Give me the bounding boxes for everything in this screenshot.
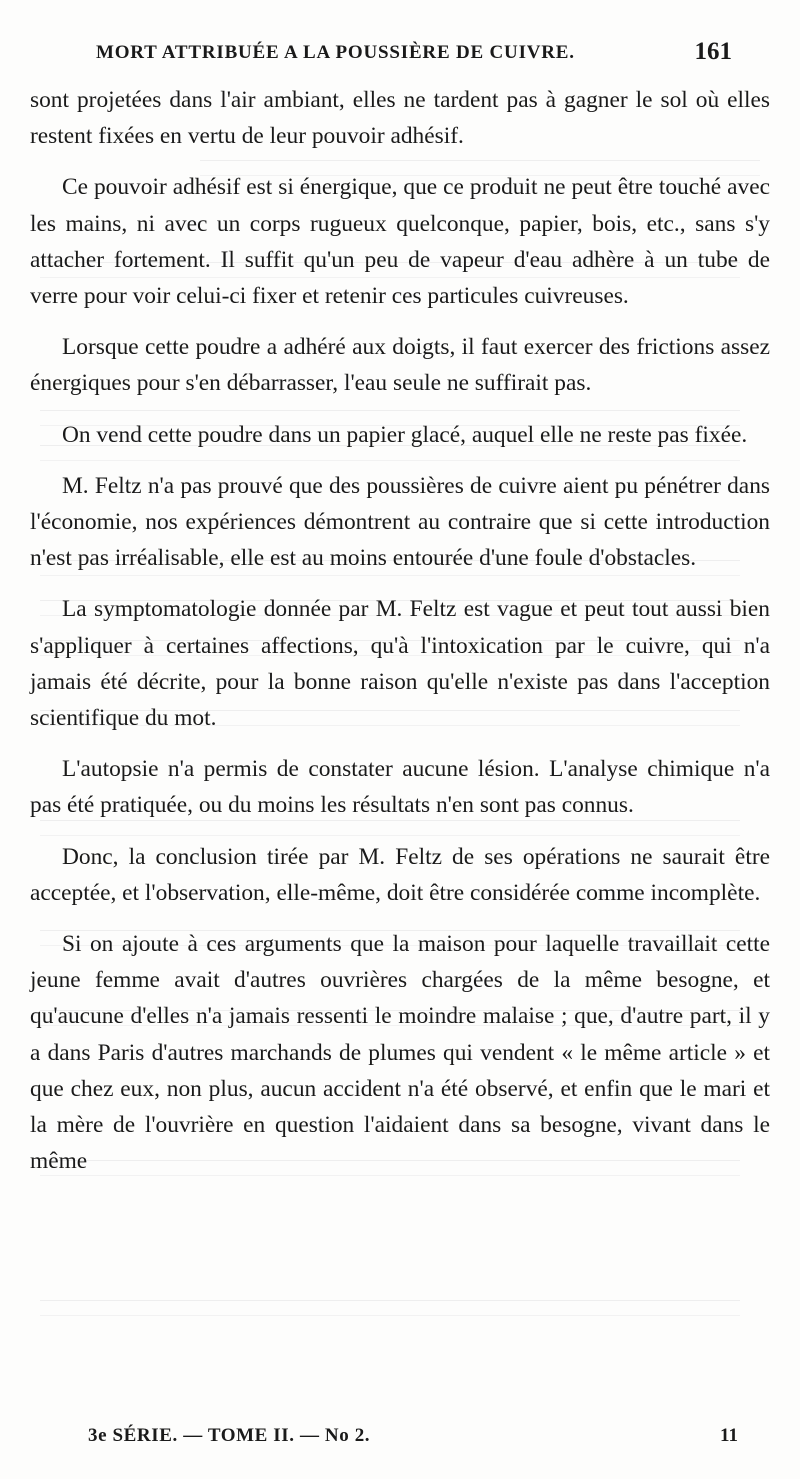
paragraph-adhesive-power: Ce pouvoir adhésif est si énergique, que ce produit ne peut être touché avec les mains, ni avec un corps rugueux quelconque, papier, bois, etc., sans s'y attacher fortement. Il suffit qu'un peu de vapeur d'eau adhère à un tube de verre pour voir celui-ci fixer et retenir ces particules cuivreuses.	[30, 174, 770, 310]
running-title: MORT ATTRIBUÉE A LA POUSSIÈRE DE CUIVRE.	[96, 42, 575, 63]
body-text	[30, 82, 770, 1194]
page-footer	[30, 1425, 770, 1455]
paragraph-feltz-proof: M. Feltz n'a pas prouvé que des poussières de cuivre aient pu pénétrer dans l'économie, nos expériences démontrent au contraire que si cette introduction n'est pas irréalisable, elle est au moins entourée d'une foule d'obstacles.	[30, 472, 770, 572]
paragraph-autopsy: L'autopsie n'a permis de constater aucune lésion. L'analyse chimique n'a pas été pratiquée, ou du moins les résultats n'en sont pas connus.	[30, 756, 770, 819]
paragraph-symptomatology: La symptomatologie donnée par M. Feltz est vague et peut tout aussi bien s'appliquer à certaines affections, qu'à l'intoxication par le cuivre, qui n'a jamais été décrite, pour la bonne raison qu'elle n'existe pas dans l'acception scientifique du mot.	[30, 596, 770, 732]
paragraph-conclusion: Donc, la conclusion tirée par M. Feltz de ses opérations ne saurait être acceptée, et l'observation, elle-même, doit être considérée comme incomplète.	[30, 843, 770, 906]
sheet-number: 11	[720, 1425, 738, 1446]
paragraph-continuation: sont projetées dans l'air ambiant, elles ne tardent pas à gagner le sol où elles restent fixées en vertu de leur pouvoir adhésif.	[30, 87, 770, 150]
page-number: 161	[694, 38, 732, 65]
series-signature: 3e SÉRIE. — TOME II. — No 2.	[88, 1425, 371, 1446]
running-head	[96, 38, 756, 68]
paragraph-arguments: Si on ajoute à ces arguments que la maison pour laquelle travaillait cette jeune femme avait d'autres ouvrières chargées de la même besogne, et qu'aucune d'elles n'a jamais ressenti le moindre malaise ; que, d'autre part, il y a dans Paris d'autres marchands de plumes qui vendent « le même article » et que chez eux, non plus, aucun accident n'a été observé, et enfin que le mari et la mère de l'ouvrière en question l'aidaient dans sa besogne, vivant dans le même	[30, 931, 770, 1175]
paragraph-fingers: Lorsque cette poudre a adhéré aux doigts, il faut exercer des frictions assez énergiques pour s'en débarrasser, l'eau seule ne suffirait pas.	[30, 334, 770, 397]
paragraph-glazed-paper: On vend cette poudre dans un papier glacé, auquel elle ne reste pas fixée.	[62, 421, 748, 448]
